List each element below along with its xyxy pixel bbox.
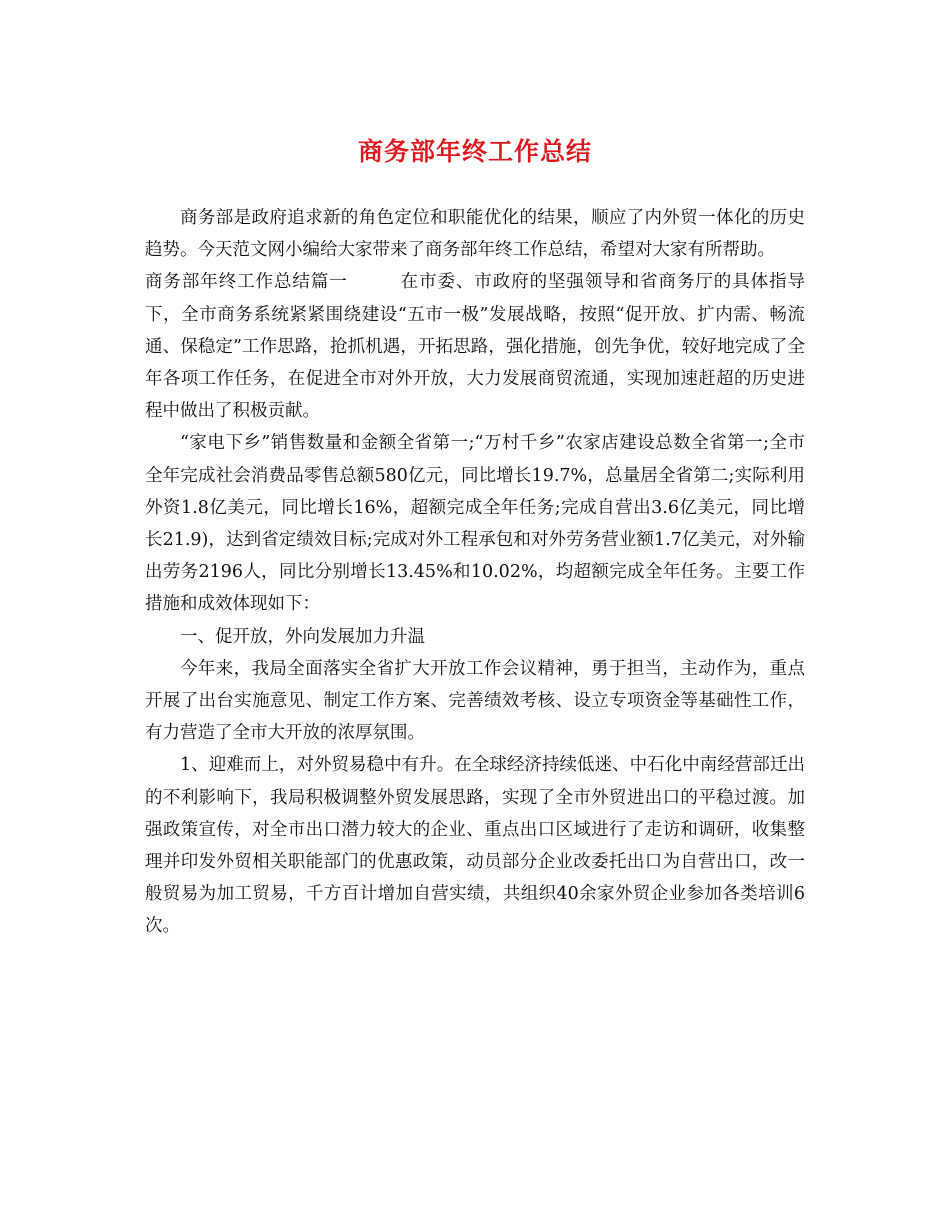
document-body (145, 202, 805, 943)
document-title: 商务部年终工作总结 (357, 137, 592, 166)
subheading-open-up: 一、促开放，外向发展加力升温 (180, 626, 425, 647)
foreign-trade-paragraph: 1、迎难而上，对外贸易稳中有升。在全球经济持续低迷、中石化中南经营部迁出的不利影响下，我局积极调整外贸发展思路，实现了全市外贸进出口的平稳过渡。加强政策宣传，对全市出口潜力较大的企业、重点出口区域进行了走访和调研，收集整理并印发外贸相关职能部门的优惠政策，动员部分企业改委托出口为自营出口，改一般贸易为加工贸易，千方百计增加自营实绩，共组织40余家外贸企业参加各类培训6次。 (145, 755, 805, 937)
opening-paragraph: 今年来，我局全面落实全省扩大开放工作会议精神，勇于担当，主动作为，重点开展了出台实施意见、制定工作方案、完善绩效考核、设立专项资金等基础性工作，有力营造了全市大开放的浓厚氛围。 (145, 658, 805, 744)
section-paragraph (145, 266, 805, 427)
intro-paragraph: 商务部是政府追求新的角色定位和职能优化的结果，顺应了内外贸一体化的历史趋势。今天范文网小编给大家带来了商务部年终工作总结，希望对大家有所帮助。 (145, 208, 805, 261)
section-heading: 商务部年终工作总结篇一 (145, 272, 348, 293)
section-first-paragraph: 在市委、市政府的坚强领导和省商务厅的具体指导下，全市商务系统紧紧围绕建设“五市一极”发展战略，按照“促开放、扩内需、畅流通、保稳定”工作思路，抢抓机遇，开拓思路，强化措施，创先争优，较好地完成了全年各项工作任务，在促进全市对外开放，大力发展商贸流通，实现加速赶超的历史进程中做出了积极贡献。 (145, 272, 806, 422)
achievements-paragraph: “家电下乡”销售数量和金额全省第一;“万村千乡”农家店建设总数全省第一;全市全年完成社会消费品零售总额580亿元，同比增长19.7%，总量居全省第二;实际利用外资1.8亿美元，同比增长16%，超额完成全年任务;完成自营出3.6亿美元，同比增长21.9)，达到省定绩效目标;完成对外工程承包和对外劳务营业额1.7亿美元，对外输出劳务2196人，同比分别增长13.45%和10.02%，均超额完成全年任务。主要工作措施和成效体现如下： (145, 433, 805, 615)
